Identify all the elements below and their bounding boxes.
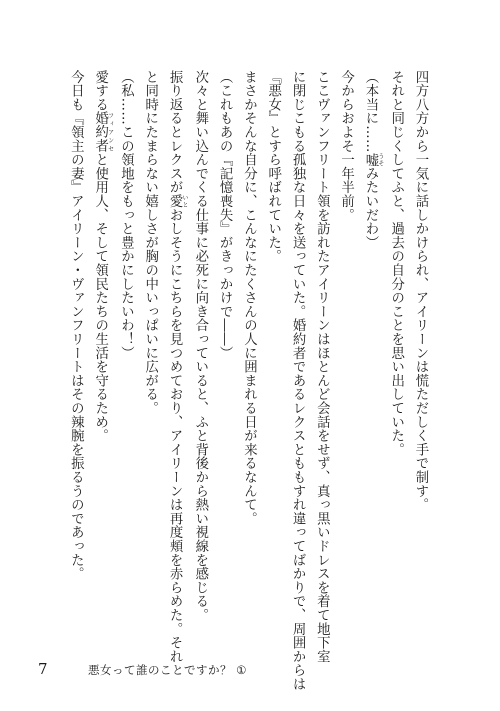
paragraph: 四方八方から一気に話しかけられ、アイリーンは慌ただしく手で制す。 bbox=[413, 70, 428, 512]
ruby-base: 婚約者 bbox=[92, 111, 108, 153]
ruby-reading: フィアンセ bbox=[106, 111, 114, 153]
ruby-reading: うそ bbox=[376, 152, 384, 167]
ruby-base: 嘘 bbox=[362, 152, 378, 167]
ruby-reading: いと bbox=[181, 194, 189, 209]
running-title: 悪女って誰のことですか？ ① bbox=[88, 663, 247, 677]
paragraph: （私……この領地をもっと豊かにしたいわ！） bbox=[118, 70, 134, 360]
paragraph: ここヴァンフリート領を訪れたアイリーンはほとんど会話をせず、真っ黒いドレスを着て地下室 bbox=[314, 70, 330, 664]
paragraph: それと同じくしてふと、過去の自分のことを思い出していた。 bbox=[388, 70, 404, 457]
paragraph-with-ruby bbox=[162, 70, 189, 664]
paragraph: と同時にたまらない嬉しさが胸の中いっぱいに広がる。 bbox=[142, 70, 158, 415]
paragraph: 今からおよそ一年半前。 bbox=[338, 70, 354, 222]
paragraph: 次々と舞い込んでくる仕事に必死に向き合っていると、ふと背後から熱い視線を感じる。 bbox=[192, 70, 208, 622]
page-footer bbox=[38, 660, 247, 678]
paragraph: に閉じこもる孤独な日々を送っていた。婚約者であるレクスとももすれ違ってばかりで、周囲からは bbox=[290, 70, 306, 691]
ruby-word bbox=[92, 111, 114, 153]
paragraph: 今日も『領主の妻』アイリーン・ヴァンフリートはその辣腕を振るうのであった。 bbox=[68, 70, 84, 581]
ruby-word bbox=[362, 152, 384, 167]
ruby-word bbox=[167, 194, 189, 209]
paragraph-text: 愛する bbox=[92, 70, 108, 112]
paragraph-text: と使用人、そして領民たちの生活を守るため。 bbox=[92, 152, 108, 443]
paragraph-with-ruby bbox=[87, 70, 113, 560]
paragraph-with-ruby bbox=[358, 70, 384, 560]
paragraph: まさかそんな自分に、こんなにたくさんの人に囲まれる日が来るなんて。 bbox=[241, 70, 257, 526]
paragraph: 『悪女』とすら呼ばれていた。 bbox=[265, 70, 281, 264]
ruby-base: 愛 bbox=[167, 194, 183, 209]
paragraph-text: 振り返るとレクスが bbox=[167, 70, 183, 195]
page-number: 7 bbox=[38, 660, 48, 678]
paragraph-text: （本当に…… bbox=[362, 70, 378, 153]
paragraph-text: おしそうにこちらを見つめており、アイリーンは再度頬を赤らめた。それ bbox=[167, 208, 183, 664]
paragraph-text: みたいだわ） bbox=[362, 166, 378, 250]
paragraph: （これもあの『記憶喪失』がきっかけで――） bbox=[217, 70, 233, 360]
